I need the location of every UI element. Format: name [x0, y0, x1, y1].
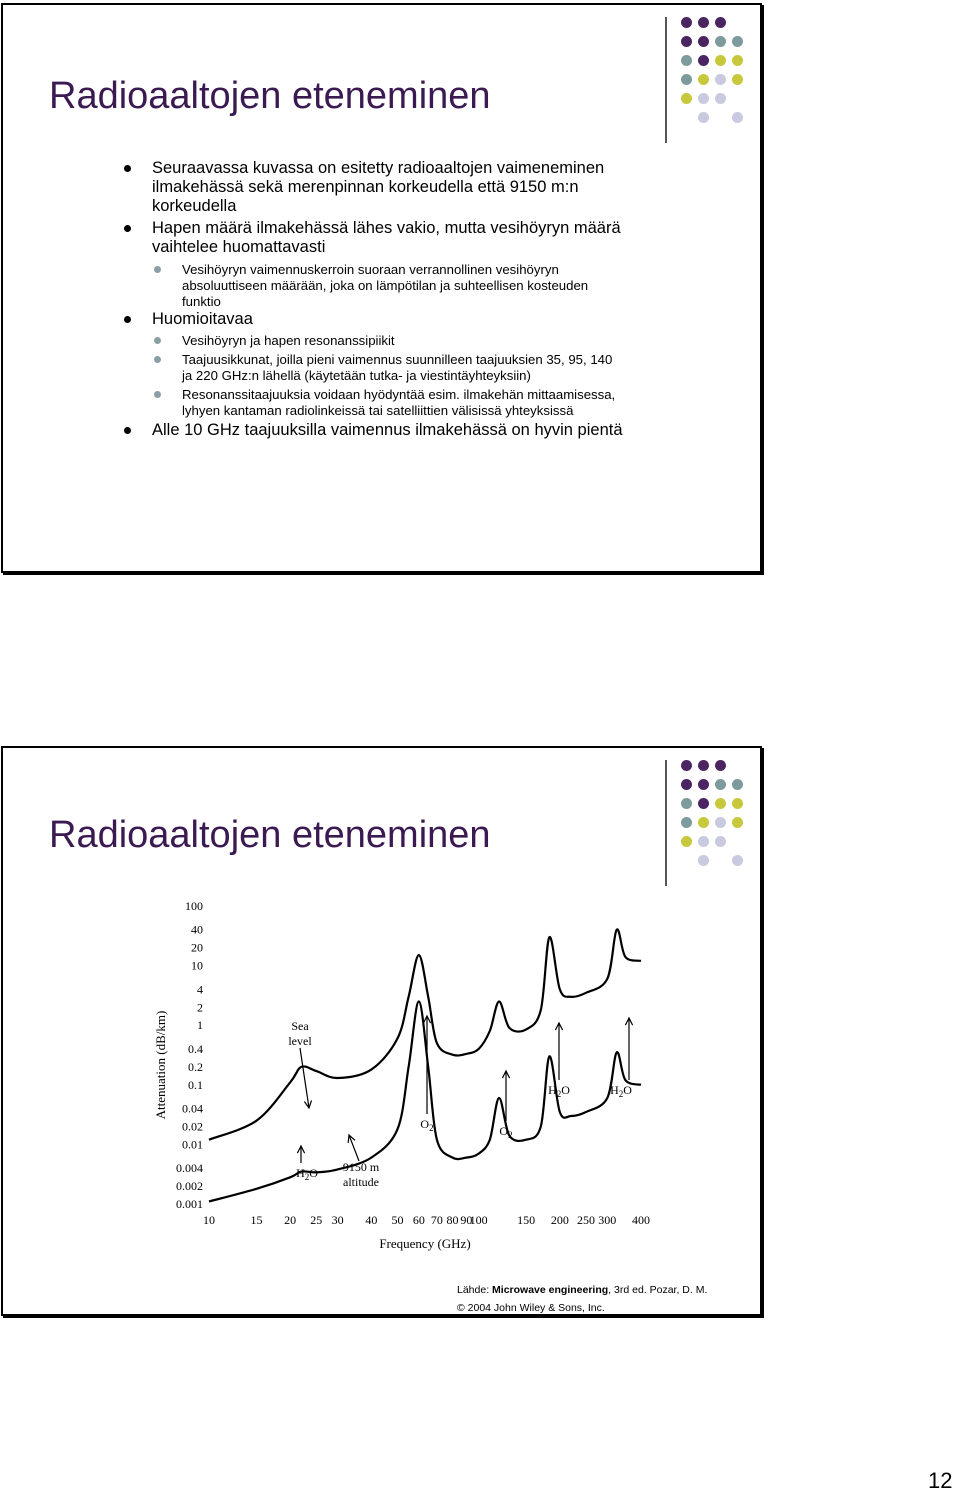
bullet-marker — [124, 165, 131, 172]
molecule-tail: O — [561, 1083, 570, 1097]
divider-line — [665, 17, 667, 143]
decorative-dot — [681, 817, 692, 828]
y-axis-label: Attenuation (dB/km) — [153, 1010, 168, 1120]
y-tick-label: 2 — [197, 1000, 203, 1015]
decorative-dot — [715, 17, 726, 28]
altitude-label: altitude — [343, 1175, 379, 1189]
x-tick-label: 60 — [412, 1213, 425, 1227]
sub-bullet-text — [182, 387, 615, 419]
bullet-line: Taajuusikkunat, joilla pieni vaimennus suunnilleen taajuuksien 35, 95, 140 — [182, 352, 613, 367]
x-tick-label: 250 — [576, 1213, 595, 1227]
decorative-dot — [698, 836, 709, 847]
y-tick-label: 0.4 — [188, 1041, 203, 1056]
decorative-dot — [715, 55, 726, 66]
decorative-dot — [732, 55, 743, 66]
molecule-label — [499, 1124, 512, 1140]
slide-1 — [1, 3, 762, 573]
decorative-dot — [681, 36, 692, 47]
decorative-dot — [732, 817, 743, 828]
x-tick-label: 70 — [430, 1213, 443, 1227]
copyright-icon: © — [457, 1302, 468, 1314]
y-tick-label: 100 — [185, 899, 203, 913]
bullet-line: vaihtelee huomattavasti — [152, 238, 326, 256]
y-tick-label: 0.04 — [182, 1101, 203, 1116]
decorative-dot — [681, 93, 692, 104]
altitude-label: 9150 m — [342, 1160, 380, 1174]
decorative-dot — [698, 817, 709, 828]
decorative-dot — [715, 798, 726, 809]
x-tick-label: 100 — [469, 1213, 488, 1227]
sea-level-label: Sea — [291, 1019, 309, 1033]
bullet-text — [152, 219, 621, 257]
bullet-line: absoluuttiseen määrään, joka on lämpötilan ja suhteellisen kosteuden — [182, 278, 589, 293]
molecule-main: H — [296, 1166, 305, 1180]
decorative-dot — [681, 798, 692, 809]
x-tick-label: 10 — [203, 1213, 215, 1227]
molecule-main: H — [610, 1083, 619, 1097]
x-tick-label: 200 — [550, 1213, 569, 1227]
y-tick-label: 0.02 — [182, 1119, 203, 1134]
sub-bullet-marker — [154, 266, 161, 273]
molecule-label — [296, 1166, 318, 1182]
decorative-dot — [715, 93, 726, 104]
sub-bullet-text — [182, 262, 588, 310]
decorative-dot — [732, 798, 743, 809]
x-tick-label: 300 — [598, 1213, 617, 1227]
y-tick-label: 0.001 — [176, 1197, 203, 1211]
bullet-line: korkeudella — [152, 197, 237, 215]
y-tick-label: 0.004 — [176, 1161, 203, 1176]
source-rest: , 3rd ed. Pozar, D. M. — [608, 1284, 708, 1296]
decorative-dot — [732, 112, 743, 123]
decorative-dot — [715, 779, 726, 790]
molecule-tail: O — [623, 1083, 632, 1097]
source-caption — [457, 1284, 707, 1296]
decorative-dot — [715, 74, 726, 85]
x-tick-labels — [203, 1213, 650, 1227]
y-tick-label: 0.2 — [188, 1059, 203, 1074]
decorative-dot-grid — [681, 760, 765, 872]
decorative-dot — [698, 855, 709, 866]
decorative-dot — [715, 817, 726, 828]
decorative-dot — [698, 17, 709, 28]
decorative-dot — [681, 836, 692, 847]
bullet-line: Vesihöyryn ja hapen resonanssipiikit — [182, 333, 395, 348]
molecule-label — [610, 1083, 632, 1099]
source-book-title: Microwave engineering — [492, 1284, 609, 1296]
x-axis-label: Frequency (GHz) — [379, 1236, 471, 1251]
slide-2 — [1, 746, 762, 1316]
decorative-dot — [698, 798, 709, 809]
bullet-text — [152, 159, 604, 216]
x-tick-label: 20 — [284, 1213, 297, 1227]
molecule-tail: O — [309, 1166, 318, 1180]
bullet-marker — [124, 316, 131, 323]
y-tick-label: 4 — [197, 982, 203, 997]
sea-level-arrow — [300, 1048, 309, 1108]
molecule-subscript: 2 — [618, 1089, 624, 1099]
copyright-text: 2004 John Wiley & Sons, Inc. — [467, 1302, 605, 1314]
attenuation-curve-2 — [209, 1002, 641, 1202]
bullet-line: Alle 10 GHz taajuuksilla vaimennus ilmakehässä on hyvin pientä — [152, 421, 623, 439]
curves — [209, 929, 641, 1201]
decorative-dot — [715, 760, 726, 771]
sub-bullet-text — [182, 333, 395, 349]
x-tick-label: 25 — [310, 1213, 323, 1227]
x-tick-label: 15 — [250, 1213, 263, 1227]
bullet-marker — [124, 225, 131, 232]
slide-1-title: Radioaaltojen eteneminen — [49, 75, 491, 117]
decorative-dot — [698, 779, 709, 790]
sub-bullet-marker — [154, 356, 161, 363]
page-number: 12 — [928, 1468, 953, 1493]
decorative-dot — [698, 760, 709, 771]
decorative-dot — [698, 112, 709, 123]
decorative-dot — [681, 779, 692, 790]
molecule-subscript: 2 — [556, 1089, 562, 1099]
x-tick-label: 30 — [331, 1213, 344, 1227]
molecule-subscript: 2 — [508, 1130, 513, 1140]
bullet-text — [152, 310, 253, 329]
decorative-dot — [732, 36, 743, 47]
source-prefix: Lähde: — [457, 1284, 493, 1296]
molecule-main: H — [548, 1083, 557, 1097]
sub-bullet-marker — [154, 391, 161, 398]
decorative-dot — [715, 836, 726, 847]
decorative-dot — [681, 17, 692, 28]
molecule-main: O — [420, 1117, 430, 1131]
divider-line — [665, 760, 667, 886]
molecule-label — [548, 1083, 570, 1099]
bullet-line: lyhyen kantaman radiolinkeissä tai satelliittien välisissä yhteyksissä — [182, 403, 574, 418]
y-tick-label: 0.1 — [188, 1077, 203, 1092]
copyright — [457, 1302, 605, 1314]
decorative-dot — [698, 93, 709, 104]
sea-level-label: level — [288, 1034, 312, 1048]
decorative-dot — [732, 779, 743, 790]
y-tick-label: 1 — [197, 1018, 203, 1033]
decorative-dot — [681, 74, 692, 85]
x-tick-label: 40 — [365, 1213, 378, 1227]
slide-2-title: Radioaaltojen eteneminen — [49, 814, 491, 856]
y-tick-labels — [176, 899, 203, 1211]
decorative-dot — [732, 855, 743, 866]
x-tick-label: 150 — [517, 1213, 536, 1227]
decorative-dot — [732, 74, 743, 85]
bullet-line: Hapen määrä ilmakehässä lähes vakio, mutta vesihöyryn määrä — [152, 219, 621, 237]
decorative-dot — [698, 55, 709, 66]
decorative-dot-grid — [681, 17, 765, 129]
decorative-dot — [681, 760, 692, 771]
bullet-line: Vesihöyryn vaimennuskerroin suoraan verrannollinen vesihöyryn — [182, 262, 559, 277]
sub-bullet-marker — [154, 337, 161, 344]
decorative-dot — [698, 36, 709, 47]
y-tick-label: 40 — [191, 922, 203, 937]
y-tick-label: 0.01 — [182, 1137, 203, 1152]
x-tick-label: 80 — [446, 1213, 459, 1227]
bullet-marker — [124, 427, 131, 434]
bullet-line: funktio — [182, 294, 221, 309]
x-tick-label: 50 — [391, 1213, 404, 1227]
sub-bullet-text — [182, 352, 612, 384]
molecule-subscript: 2 — [429, 1123, 434, 1133]
annotations — [288, 1016, 632, 1189]
decorative-dot — [698, 74, 709, 85]
bullet-line: Huomioitavaa — [152, 310, 253, 328]
y-tick-label: 0.002 — [176, 1179, 203, 1194]
attenuation-chart — [151, 898, 671, 1253]
molecule-label — [420, 1117, 433, 1133]
decorative-dot — [715, 36, 726, 47]
bullet-line: Seuraavassa kuvassa on esitetty radioaaltojen vaimeneminen — [152, 159, 605, 177]
bullet-line: Resonanssitaajuuksia voidaan hyödyntää esim. ilmakehän mittaamisessa, — [182, 387, 616, 402]
y-tick-label: 10 — [191, 958, 203, 973]
x-tick-label: 90 — [460, 1213, 473, 1227]
molecule-main: O — [499, 1124, 509, 1138]
y-tick-label: 20 — [191, 940, 203, 955]
bullet-line: ja 220 GHz:n lähellä (käytetään tutka- ja viestintäyhteyksiin) — [182, 368, 531, 383]
x-tick-label: 400 — [632, 1213, 650, 1227]
bullet-text — [152, 421, 623, 440]
molecule-subscript: 2 — [304, 1172, 310, 1182]
decorative-dot — [681, 55, 692, 66]
bullet-line: ilmakehässä sekä merenpinnan korkeudella että 9150 m:n — [152, 178, 579, 196]
